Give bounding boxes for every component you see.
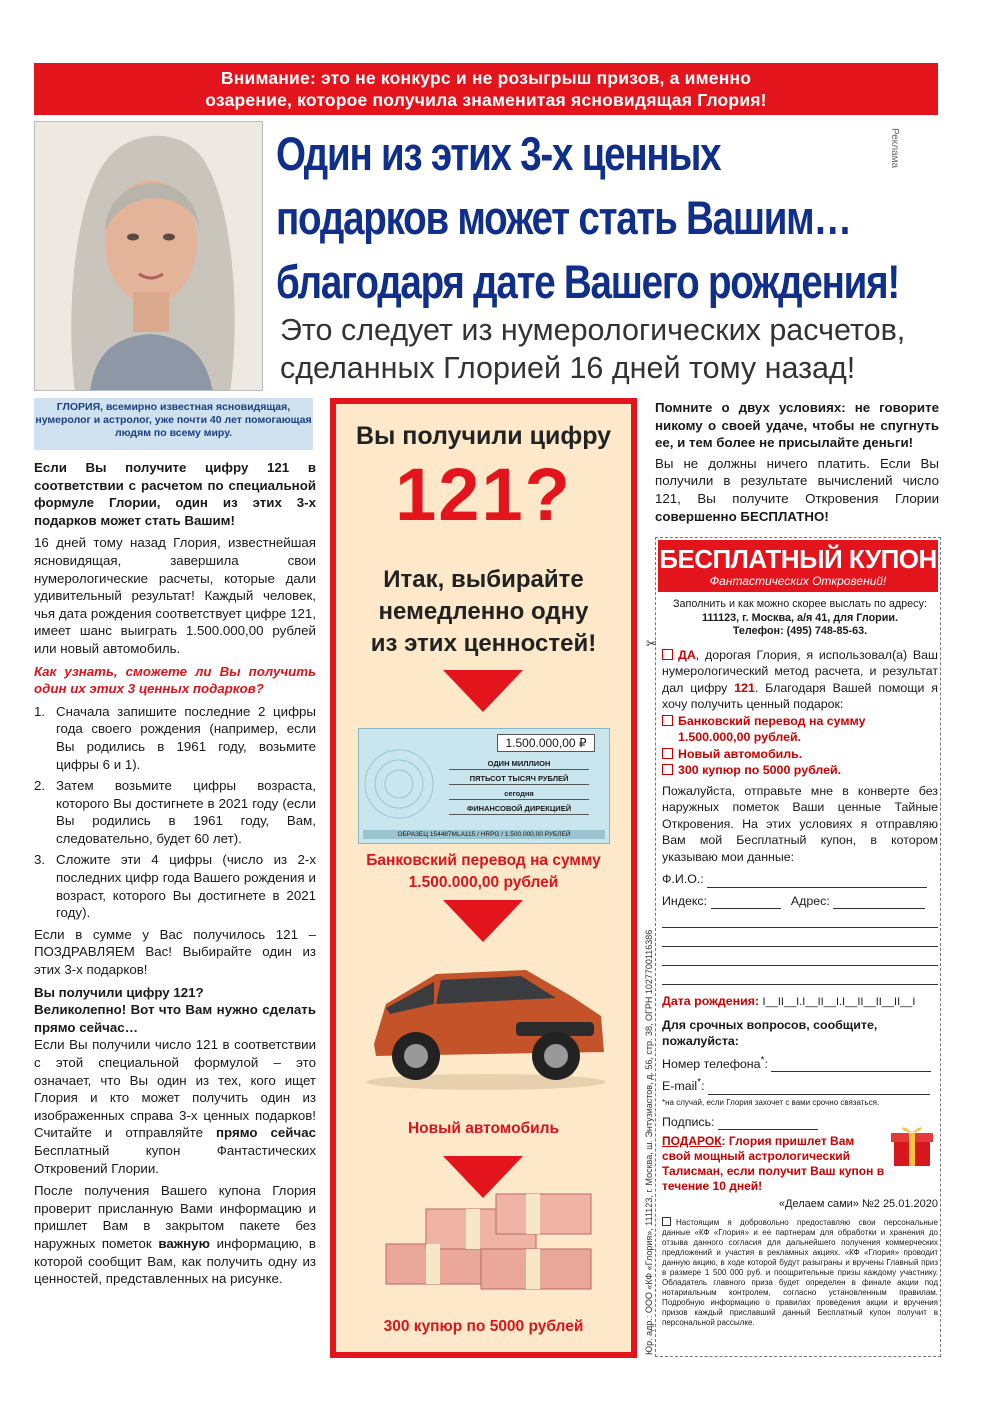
option-checkbox	[662, 748, 673, 759]
headline-line-3: благодаря дате Вашего рождения!	[276, 255, 899, 308]
coupon-body	[662, 598, 938, 1328]
cheque-line: ОДИН МИЛЛИОН	[449, 759, 589, 770]
intro-paragraph: Если Вы получите цифру 121 в соответствии с расчетом по специальной формуле Глории, один из этих 3-х подарков может стать Вашим!	[34, 460, 316, 528]
headline-line-2: подарков может стать Вашим…	[276, 191, 851, 244]
option-checkbox	[662, 715, 673, 726]
option-money[interactable]: 300 купюр по 5000 рублей.	[662, 762, 938, 779]
yes-checkbox[interactable]	[662, 649, 673, 660]
gift-offer: ПОДАРОК: Глория пришлет Вам свой мощный астрологический Талисман, если получит Ваш купон в течение 10 дней!	[662, 1134, 938, 1194]
portrait-illustration	[35, 122, 263, 391]
panel-question: Вы получили цифру	[355, 422, 612, 450]
car-illustration	[356, 934, 616, 1094]
address-line[interactable]	[662, 909, 938, 928]
prize-3-label: 300 купюр по 5000 рублей	[383, 1318, 584, 1335]
scissors-icon: ✂	[646, 636, 657, 651]
yes-statement: ДА, дорогая Глория, я использовал(а) Ваш нумерологический метод расчета, и результат дал цифру 121. Благодаря Вашей помощи я хочу получить ценный подарок:	[662, 647, 938, 711]
prize-2-label: Новый автомобиль	[407, 1120, 560, 1137]
car-image	[356, 934, 616, 1094]
banner-line-1: Внимание: это не конкурс и не розыгрыш призов, а именно	[220, 68, 752, 88]
right-column	[655, 399, 939, 528]
consent-checkbox[interactable]	[662, 1217, 671, 1226]
congrats-paragraph: Если в сумме у Вас получилось 121 – ПОЗДРАВЛЯЕМ Вас! Выбирайте один из этих 3-х подарков!	[34, 926, 316, 978]
headline-line-1: Один из этих 3-х ценных	[276, 127, 721, 180]
step-number: 2.	[34, 778, 46, 794]
got-121-heading	[34, 984, 316, 1037]
option-checkbox	[662, 764, 673, 775]
phone-field[interactable]: Номер телефона*:	[662, 1053, 938, 1073]
prize-1-label: Банковский перевод на сумму 1.500.000,00 рублей	[366, 852, 601, 891]
instruction-paragraph: Если Вы получили число 121 в соответствии с этой специальной формулой – это означает, что Вы один из тех, кого ищет Глория и кто может получить один из изображенных справа 3-х ценных подарков! Считайте и отправляйте прямо сейчас Бесплатный купон Фантастических Откровений Глории.	[34, 1037, 316, 1176]
address-line[interactable]	[662, 966, 938, 985]
birth-date-field[interactable]: Дата рождения: I__II__I.I__II__I.I__II__II__II__I	[662, 994, 916, 1008]
step-text: Затем возьмите цифры возраста, которого Вы достигнете в 2021 году (если Вы родились в 1961 году, Вам, следовательно, будет 60 лет).	[56, 778, 316, 846]
advert-label: Реклама	[889, 128, 900, 169]
step-text: Сначала запишите последние 2 цифры года своего рождения (например, если Вы родились в 1961 году, возьмите цифры 6 и 1).	[56, 703, 316, 772]
fio-field[interactable]: Ф.И.О.:	[662, 871, 938, 888]
cheque-amount: 1.500.000,00 ₽	[497, 734, 595, 752]
option-transfer[interactable]: Банковский перевод на сумму	[662, 713, 938, 730]
coupon-address-intro: Заполнить и как можно скорее выслать по адресу:	[673, 598, 927, 610]
conditions-paragraph: Помните о двух условиях: не говорите никому о своей удаче, чтобы не спугнуть ее, и тем более не присылайте деньги!	[655, 400, 939, 451]
index-address-row[interactable]: Индекс: Адрес:	[662, 893, 938, 910]
legal-address-vertical: Юр. адр.: ООО «КФ «Глория», 111123, г. Москва, ш. Энтузиастов, д. 56, стр. 38, ОГРН 1027700116386	[644, 929, 654, 1355]
story-paragraph: 16 дней тому назад Глория, известнейшая ясновидящая, завершила свои нумерологические расчеты, которые дали удивительный результат! Каждый человек, чья дата рождения соответствует цифре 121, имеет шанс выиграть 1.500.000,00 рублей или новый автомобиль.	[34, 535, 316, 656]
step-number: 3.	[34, 852, 46, 868]
got-121-line-2: Великолепно! Вот что Вам нужно сделать прямо сейчас…	[34, 1002, 316, 1035]
cheque-line: сегодня	[449, 789, 589, 800]
address-line[interactable]	[662, 947, 938, 966]
step-item	[34, 851, 316, 921]
email-field[interactable]: E-mail*:	[662, 1075, 938, 1095]
free-coupon-form	[655, 537, 941, 1357]
top-banner	[34, 63, 938, 115]
option-transfer-amount: 1.500.000,00 рублей.	[678, 730, 802, 744]
step-text: Сложите эти 4 цифры (число из 2-х последних цифр года Вашего рождения и возраст, которого Вы достигнете в 2021 году).	[56, 852, 316, 921]
subhead-line-2: сделанных Глорией 16 дней тому назад!	[280, 351, 856, 385]
option-car[interactable]: Новый автомобиль.	[662, 746, 938, 763]
prizes-panel	[330, 398, 637, 1358]
money-illustration	[376, 1184, 606, 1299]
consent-text: Настоящим я добровольно предоставляю свои персональные данные «КФ «Глория» и ее партнерам для обработки и хранения до отзыва данного согласия для дальнейшего получения коммерческих предложений и участия в рекламных акциях. «КФ «Глория» проводит данную акцию, в ходе которой будут разыграны и вручены Главный приз в размере 1 500 000 руб. и поощрительные призы каждому участнику. Обладатель главного приза будет определен в финале акции под нотариальным контролем, согласно установленным правилам. Подробную информацию о правилах проведения акции и вручения призов каждый приславший данный Бесплатный купон получит в персональной рассылке.	[662, 1217, 938, 1327]
coupon-subtitle: Фантастических Откровений!	[709, 574, 887, 588]
subheadline	[280, 311, 960, 387]
coupon-address: 111123, г. Москва, а/я 41, для Глории.	[701, 611, 899, 624]
panel-big-number: 121?	[395, 453, 572, 536]
cheque-line: ФИНАНСОВОЙ ДИРЕКЦИЕЙ	[449, 804, 589, 815]
got-121-line-1: Вы получили цифру 121?	[34, 984, 204, 1000]
step-number: 1.	[34, 703, 46, 719]
cheque-serial: ОБРАЗЕЦ 154487MLA115 / НRPG / 1.500.000,00 РУБЛЕЙ	[363, 830, 605, 839]
steps-list	[34, 703, 316, 922]
banner-line-2: озарение, которое получила знаменитая ясновидящая Глория!	[205, 90, 767, 110]
down-arrow-icon	[443, 670, 523, 712]
coupon-title: БЕСПЛАТНЫЙ КУПОН	[659, 544, 937, 574]
bank-cheque-image	[358, 728, 610, 844]
subhead-line-1: Это следует из нумерологических расчетов,	[280, 313, 906, 347]
contact-note: *на случай, если Глория захочет с вами срочно связаться.	[662, 1097, 880, 1107]
panel-choose-text: Итак, выбирайте немедленно одну из этих ценностей!	[370, 566, 597, 657]
after-coupon-paragraph: После получения Вашего купона Глория проверит присланную Вами информацию и пришлет Вам в закрытом пакете без наружных пометок важную информацию, в которой сообщит Вам, как получить одну из ценностей, представленных на рисунке.	[34, 1183, 316, 1287]
cheque-line: ПЯТЬСОТ ТЫСЯЧ РУБЛЕЙ	[449, 774, 589, 785]
money-stacks-image	[376, 1184, 606, 1299]
address-line[interactable]	[662, 928, 938, 947]
issue-line: «Делаем сами» №2 25.01.2020	[778, 1198, 938, 1211]
left-column	[34, 459, 316, 1293]
step-item	[34, 777, 316, 847]
portrait-caption: ГЛОРИЯ, всемирно известная ясновидящая, нумеролог и астролог, уже почти 40 лет помогающая людям по всему миру.	[34, 398, 313, 450]
gloria-portrait	[34, 121, 263, 391]
urgent-label: Для срочных вопросов, сообщите, пожалуйста:	[662, 1017, 878, 1048]
please-paragraph: Пожалуйста, отправьте мне в конверте без наружных пометок Ваши ценные Тайные Откровения. На этих условиях я отправляю Вам мой Бесплатный купон, в котором указываю мои данные:	[662, 783, 938, 864]
coupon-phone: Телефон: (495) 748-85-63.	[732, 625, 868, 637]
coupon-header	[658, 540, 938, 592]
gift-box-icon	[888, 1120, 936, 1168]
signature-field[interactable]: Подпись:	[662, 1114, 938, 1131]
how-to-question: Как узнать, сможете ли Вы получить один их этих 3 ценных подарков?	[34, 663, 316, 697]
free-paragraph: Вы не должны ничего платить. Если Вы получили в результате вычислений число 121, Вы получите Откровения Глории совершенно БЕСПЛАТНО!	[655, 455, 939, 524]
step-item	[34, 703, 316, 773]
